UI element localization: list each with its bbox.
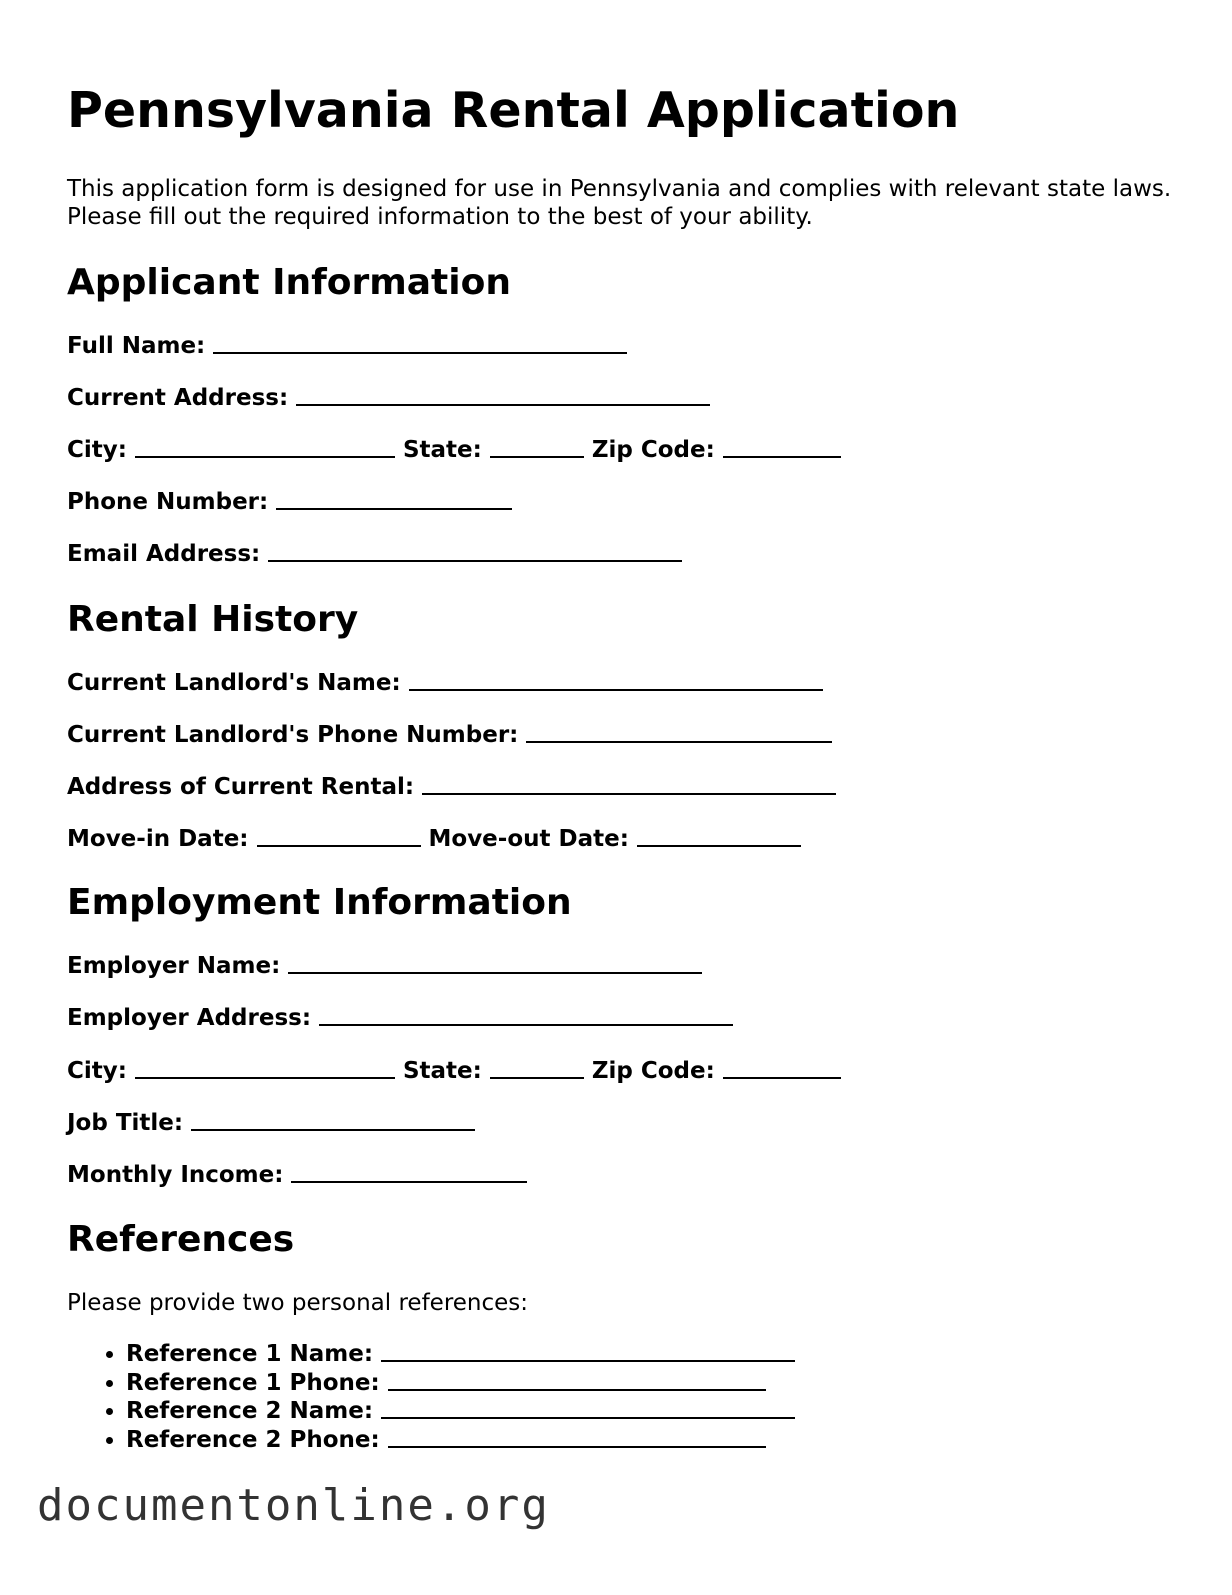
reference-1-name-item xyxy=(126,1340,803,1369)
references-list xyxy=(67,1340,803,1454)
move-dates-row xyxy=(67,825,809,853)
references-heading: References xyxy=(67,1219,295,1260)
employer-address-label: Employer Address: xyxy=(67,1005,312,1031)
phone-row xyxy=(67,488,520,516)
employer-state-label: State: xyxy=(402,1058,482,1084)
references-instructions: Please provide two personal references: xyxy=(67,1290,529,1316)
reference-2-phone-field[interactable] xyxy=(388,1446,766,1448)
landlord-name-label: Current Landlord's Name: xyxy=(67,670,401,696)
current-address-row xyxy=(67,384,718,412)
current-address-field[interactable] xyxy=(296,404,710,406)
monthly-income-field[interactable] xyxy=(291,1181,527,1183)
full-name-field[interactable] xyxy=(213,352,627,354)
rental-address-field[interactable] xyxy=(422,793,836,795)
reference-2-name-item xyxy=(126,1397,803,1426)
landlord-name-field[interactable] xyxy=(409,689,823,691)
reference-2-name-label: Reference 2 Name: xyxy=(126,1398,374,1424)
reference-2-phone-item xyxy=(126,1426,803,1455)
applicant-zip-field[interactable] xyxy=(723,456,841,458)
employer-name-field[interactable] xyxy=(288,972,702,974)
reference-1-phone-label: Reference 1 Phone: xyxy=(126,1369,380,1396)
reference-1-name-label: Reference 1 Name: xyxy=(126,1341,374,1367)
applicant-section-heading: Applicant Information xyxy=(67,262,511,303)
reference-1-phone-field[interactable] xyxy=(388,1389,766,1391)
phone-label: Phone Number: xyxy=(67,489,269,515)
landlord-phone-label: Current Landlord's Phone Number: xyxy=(67,722,519,748)
page-title: Pennsylvania Rental Application xyxy=(67,82,960,139)
email-field[interactable] xyxy=(268,560,682,562)
intro-text: This application form is designed for use in Pennsylvania and complies with relevant state laws. Please fill out the required information to the best of your ability. xyxy=(67,176,1172,230)
employer-address-row xyxy=(67,1004,741,1032)
employer-name-label: Employer Name: xyxy=(67,953,281,979)
move-in-field[interactable] xyxy=(257,845,421,847)
site-watermark: documentonline.org xyxy=(37,1480,550,1531)
landlord-name-row xyxy=(67,669,831,697)
employer-city-label: City: xyxy=(67,1058,127,1084)
applicant-city-label: City: xyxy=(67,437,127,463)
job-title-label: Job Title: xyxy=(67,1110,184,1136)
job-title-row xyxy=(67,1109,483,1137)
email-label: Email Address: xyxy=(67,541,261,567)
employer-city-field[interactable] xyxy=(135,1077,395,1079)
employer-zip-label: Zip Code: xyxy=(591,1058,715,1084)
full-name-row xyxy=(67,332,635,360)
reference-2-phone-label: Reference 2 Phone: xyxy=(126,1426,380,1453)
move-out-field[interactable] xyxy=(637,845,801,847)
phone-field[interactable] xyxy=(276,508,512,510)
applicant-state-label: State: xyxy=(402,437,482,463)
reference-1-name-field[interactable] xyxy=(381,1360,795,1362)
move-out-label: Move-out Date: xyxy=(428,826,629,852)
move-in-label: Move-in Date: xyxy=(67,826,249,852)
employer-state-field[interactable] xyxy=(490,1077,584,1079)
full-name-label: Full Name: xyxy=(67,333,206,359)
applicant-city-state-zip-row xyxy=(67,436,849,464)
rental-address-label: Address of Current Rental: xyxy=(67,774,415,800)
employer-city-state-zip-row xyxy=(67,1057,849,1085)
employer-name-row xyxy=(67,952,710,980)
reference-2-name-field[interactable] xyxy=(381,1417,795,1419)
job-title-field[interactable] xyxy=(191,1129,475,1131)
landlord-phone-row xyxy=(67,721,840,749)
email-row xyxy=(67,540,690,568)
employment-section-heading: Employment Information xyxy=(67,882,572,923)
applicant-state-field[interactable] xyxy=(490,456,584,458)
current-address-label: Current Address: xyxy=(67,385,289,411)
monthly-income-label: Monthly Income: xyxy=(67,1162,284,1188)
rental-address-row xyxy=(67,773,844,801)
reference-1-phone-item xyxy=(126,1369,803,1398)
rental-history-heading: Rental History xyxy=(67,599,359,640)
employer-zip-field[interactable] xyxy=(723,1077,841,1079)
applicant-zip-label: Zip Code: xyxy=(591,437,715,463)
landlord-phone-field[interactable] xyxy=(526,741,832,743)
monthly-income-row xyxy=(67,1161,535,1189)
employer-address-field[interactable] xyxy=(319,1024,733,1026)
applicant-city-field[interactable] xyxy=(135,456,395,458)
